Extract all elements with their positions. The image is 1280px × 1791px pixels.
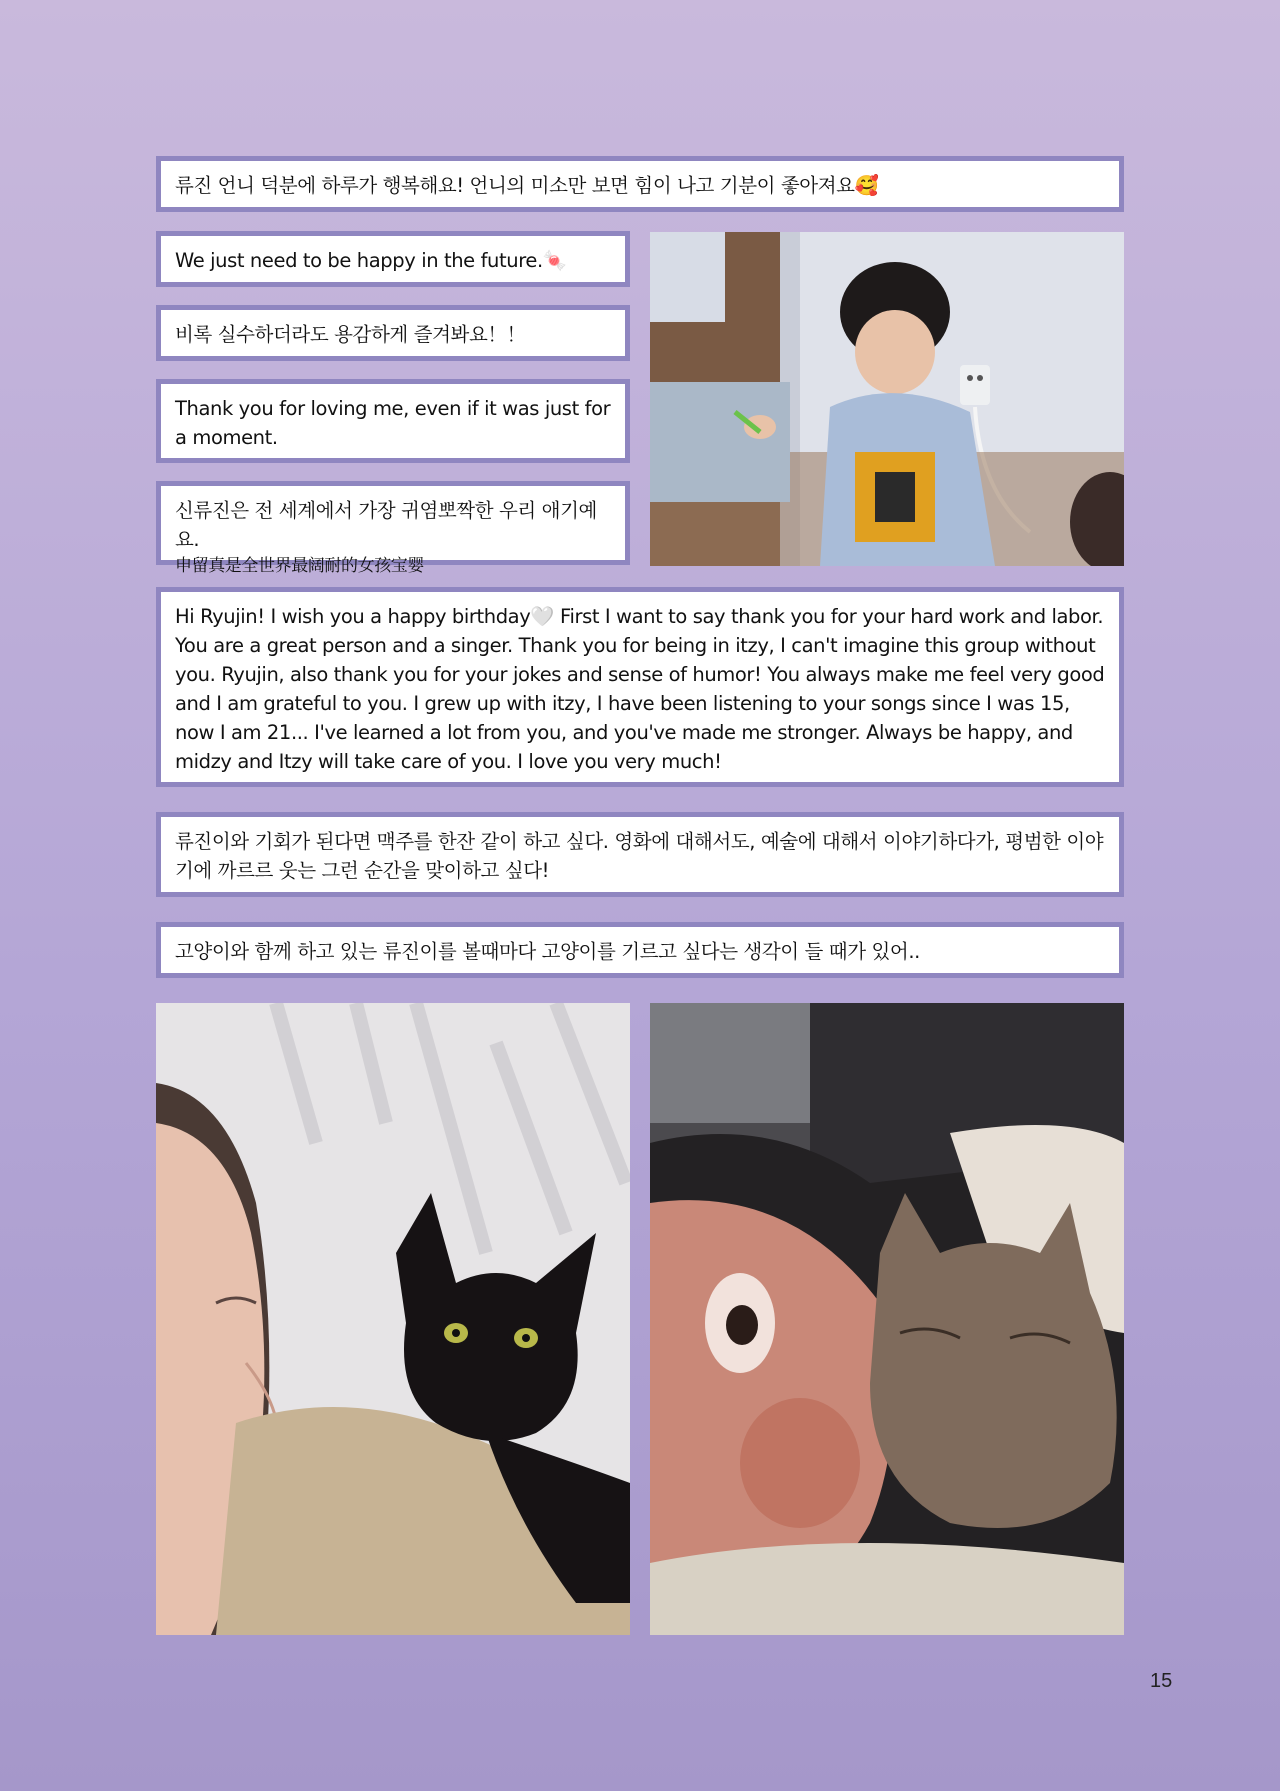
message-text: 류진이와 기회가 된다면 맥주를 한잔 같이 하고 싶다. 영화에 대해서도, 예술에 대해서 이야기하다가, 평범한 이야기에 까르르 웃는 그런 순간을 맞이하고 싶다! [175, 830, 1104, 882]
message-box-3 [156, 305, 630, 361]
message-box-1 [156, 156, 1124, 212]
message-box-7 [156, 812, 1124, 897]
page-number: 15 [1150, 1670, 1173, 1692]
woman-with-black-cat-photo [156, 1003, 630, 1635]
message-box-5 [156, 481, 630, 576]
message-text: 류진 언니 덕분에 하루가 행복해요! 언니의 미소만 보면 힘이 나고 기분이 좋아져요🥰 [175, 174, 879, 197]
message-text: We just need to be happy in the future.🍬 [175, 249, 567, 272]
message-text: Hi Ryujin! I wish you a happy birthday🤍 First I want to say thank you for your hard work and labor. You are a great person and a singer. Thank you for being in itzy, I can't imagine this group without you. Ryujin, also thank you for your jokes and sense of humor! You always make me feel very good and I am grateful to you. I grew up with itzy, I have been listening to your songs since I was 15, now I am 21... I've learned a lot from you, and you've made me stronger. Always be happy, and midzy and Itzy will take care of you. I love you very much! [175, 605, 1105, 773]
message-text-chinese: 申留真是全世界最阔耐的女孩宝婴 [175, 556, 424, 576]
message-box-8 [156, 922, 1124, 978]
message-text: 신류진은 전 세계에서 가장 귀염뽀짝한 우리 애기예요. [175, 499, 597, 551]
toddler-drawing-photo [650, 232, 1124, 566]
message-text: 고양이와 함께 하고 있는 류진이를 볼때마다 고양이를 기르고 싶다는 생각이 들 때가 있어.. [175, 940, 920, 963]
message-box-4 [156, 379, 630, 463]
message-box-2 [156, 231, 630, 287]
woman-with-grey-cat-photo [650, 1003, 1124, 1635]
message-text: 비록 실수하더라도 용감하게 즐겨봐요！！ [175, 323, 526, 346]
message-text: Thank you for loving me, even if it was just for a moment. [175, 397, 611, 449]
message-box-6 [156, 587, 1124, 787]
